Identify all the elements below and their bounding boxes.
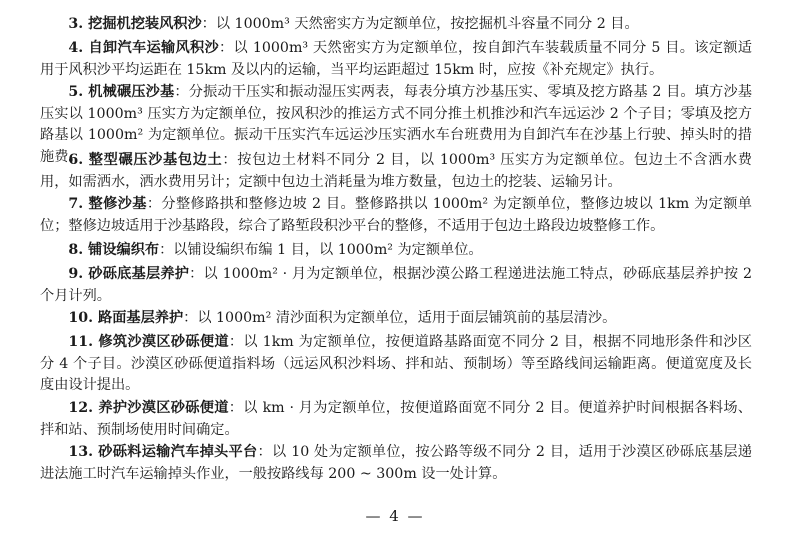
paragraph-term: 4. 自卸汽车运输风积沙 [68, 40, 220, 56]
paragraph-term: 6. 整型碾压沙基包边土 [68, 152, 223, 168]
paragraph-text: ：以铺设编织布编 1 目，以 1000m² 为定额单位。 [159, 242, 483, 258]
paragraph-7 [40, 194, 752, 237]
paragraph-term: 5. 机械碾压沙基 [68, 84, 175, 100]
paragraph-10 [40, 308, 752, 330]
paragraph-text: ：以 1000m³ 天然密实方为定额单位，按自卸汽车装载质量不同分 5 目。该定额适用于风积沙平均运距在 15km 及以内的运输，当平均运距超过 15km 时，应按《补充规定》执行。 [40, 40, 752, 78]
paragraph-term: 3. 挖掘机挖装风积沙 [68, 16, 202, 32]
paragraph-9 [40, 264, 752, 307]
paragraph-text: ：以 1000m² · 月为定额单位，根据沙漠公路工程递进法施工特点，砂砾底基层养护按 2 个月计列。 [40, 266, 752, 304]
paragraph-6 [40, 150, 752, 193]
paragraph-text: ：以 km · 月为定额单位，按便道路面宽不同分 2 目。便道养护时间根据各料场、拌和站、预制场使用时间确定。 [40, 400, 752, 438]
paragraph-term: 9. 砂砾底基层养护 [68, 266, 190, 282]
paragraph-text: ：分振动干压实和振动湿压实两表，每表分填方沙基压实、零填及挖方路基 2 目。填方沙基压实以 1000m³ 压实方为定额单位，按风积沙的推运方式不同分推土机推沙和汽车远运沙 2 个子目；零填及挖方路基以 1000m² 为定额单位。振动干压实汽车远运沙压实洒水车台班费用为自卸汽车在沙基上行驶、掉头时的措施费。 [40, 84, 752, 165]
paragraph-text: ：以 1km 为定额单位，按便道路基路面宽不同分 2 目，根据不同地形条件和沙区分 4 个子目。沙漠区砂砾便道指料场（远运风积沙料场、拌和站、预制场）等至路线间运输距离。便道宽度及长度由设计提出。 [40, 334, 752, 394]
paragraph-12 [40, 398, 752, 441]
paragraph-text: ：以 10 处为定额单位，按公路等级不同分 2 目，适用于沙漠区砂砾底基层递进法施工时汽车运输掉头作业，一般按路线每 200 ~ 300m 设一处计算。 [40, 444, 752, 482]
paragraph-4 [40, 38, 752, 81]
paragraph-term: 11. 修筑沙漠区砂砾便道 [68, 334, 229, 350]
paragraph-text: ：按包边土材料不同分 2 目，以 1000m³ 压实方为定额单位。包边土不含洒水费用，如需洒水，洒水费用另计；定额中包边土消耗量为堆方数量，包边土的挖装、运输另计。 [40, 152, 752, 190]
paragraph-text: ：以 1000m² 清沙面积为定额单位，适用于面层铺筑前的基层清沙。 [183, 310, 617, 326]
paragraph-term: 10. 路面基层养护 [68, 310, 184, 326]
paragraph-term: 7. 整修沙基 [68, 196, 147, 212]
paragraph-text: ：分整修路拱和整修边坡 2 目。整修路拱以 1000m² 为定额单位，整修边坡以 1km 为定额单位；整修边坡适用于沙基路段，综合了路堑段积沙平台的整修，不适用于包边土路段边坡整修工作。 [40, 196, 752, 234]
paragraph-8 [40, 240, 752, 262]
paragraph-text: ：以 1000m³ 天然密实方为定额单位，按挖掘机斗容量不同分 2 目。 [201, 16, 639, 32]
paragraph-3 [40, 14, 752, 36]
paragraph-term: 8. 铺设编织布 [68, 242, 160, 258]
paragraph-11 [40, 332, 752, 397]
paragraph-13 [40, 442, 752, 485]
paragraph-term: 13. 砂砾料运输汽车掉头平台 [68, 444, 258, 460]
paragraph-term: 12. 养护沙漠区砂砾便道 [68, 400, 229, 416]
page-number: — 4 — [365, 507, 425, 525]
